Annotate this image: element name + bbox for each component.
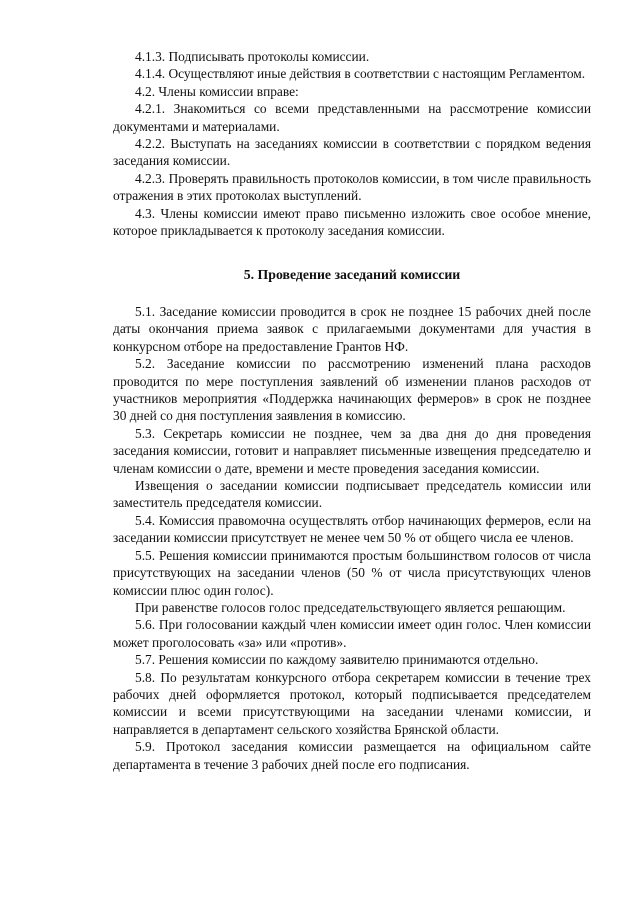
- clause-4-2-1: 4.2.1. Знакомиться со всеми представленными на рассмотрение комиссии документами и материалами.: [113, 101, 591, 134]
- clause-4-3: 4.3. Члены комиссии имеют право письменно изложить свое особое мнение, которое прикладывается к протоколу заседания комиссии.: [113, 205, 591, 239]
- clause-5-5-tie: При равенстве голосов голос председательствующего является решающим.: [135, 599, 566, 615]
- clause-5-5: 5.5. Решения комиссии принимаются простым большинством голосов от числа присутствующих на заседании членов (50 % от числа присутствующих членов комиссии плюс один голос).: [113, 547, 591, 598]
- clause-5-1: 5.1. Заседание комиссии проводится в срок не позднее 15 рабочих дней после даты окончания приема заявок с прилагаемыми документами для участия в конкурсном отборе на предоставление Грантов НФ.: [113, 304, 591, 354]
- clause-4-2-3: 4.2.3. Проверять правильность протоколов комиссии, в том числе правильность отражения в этих протоколах выступлений.: [113, 170, 591, 204]
- clause-5-7: 5.7. Решения комиссии по каждому заявителю принимаются отдельно.: [135, 652, 539, 668]
- clause-5-4: 5.4. Комиссия правомочна осуществлять отбор начинающих фермеров, если на заседании комиссии присутствует не менее чем 50 % от общего числа ее членов.: [113, 512, 591, 546]
- section-5-heading: 5. Проведение заседаний комиссии: [243, 267, 461, 282]
- section-4-continuation: [113, 48, 591, 239]
- clause-5-9: 5.9. Протокол заседания комиссии размещается на официальном сайте департамента в течение 3 рабочих дней после его подписания.: [113, 739, 591, 772]
- clause-4-1-4: 4.1.4. Осуществляют иные действия в соответствии с настоящим Регламентом.: [135, 66, 586, 82]
- clause-5-3: 5.3. Секретарь комиссии не позднее, чем за два дня до дня проведения заседания комиссии, готовит и направляет письменные извещения председателю и членам комиссии о дате, времени и месте проведения заседания комиссии.: [113, 425, 591, 476]
- clause-4-2-2: 4.2.2. Выступать на заседаниях комиссии в соответствии с порядком ведения заседания комиссии.: [113, 136, 591, 169]
- clause-5-6: 5.6. При голосовании каждый член комиссии имеет один голос. Член комиссии может проголосовать «за» или «против».: [113, 617, 591, 650]
- section-5-body: [113, 303, 591, 773]
- clause-5-3-signing: Извещения о заседании комиссии подписывает председатель комиссии или заместитель председателя комиссии.: [113, 478, 591, 511]
- clause-4-2: 4.2. Члены комиссии вправе:: [135, 83, 299, 99]
- clause-5-8: 5.8. По результатам конкурсного отбора секретарем комиссии в течение трех рабочих дней оформляется протокол, который подписывается председателем комиссии и всеми присутствующими на заседании членами комиссии, и направляется в департамент сельского хозяйства Брянской области.: [113, 669, 591, 737]
- clause-5-2: 5.2. Заседание комиссии по рассмотрению изменений плана расходов проводится по мере поступления заявлений об изменении планов расходов от участников мероприятия «Поддержка начинающих фермеров» в срок не позднее 30 дней со дня поступления заявления в комиссию.: [113, 356, 591, 424]
- clause-4-1-3: 4.1.3. Подписывать протоколы комиссии.: [135, 49, 370, 64]
